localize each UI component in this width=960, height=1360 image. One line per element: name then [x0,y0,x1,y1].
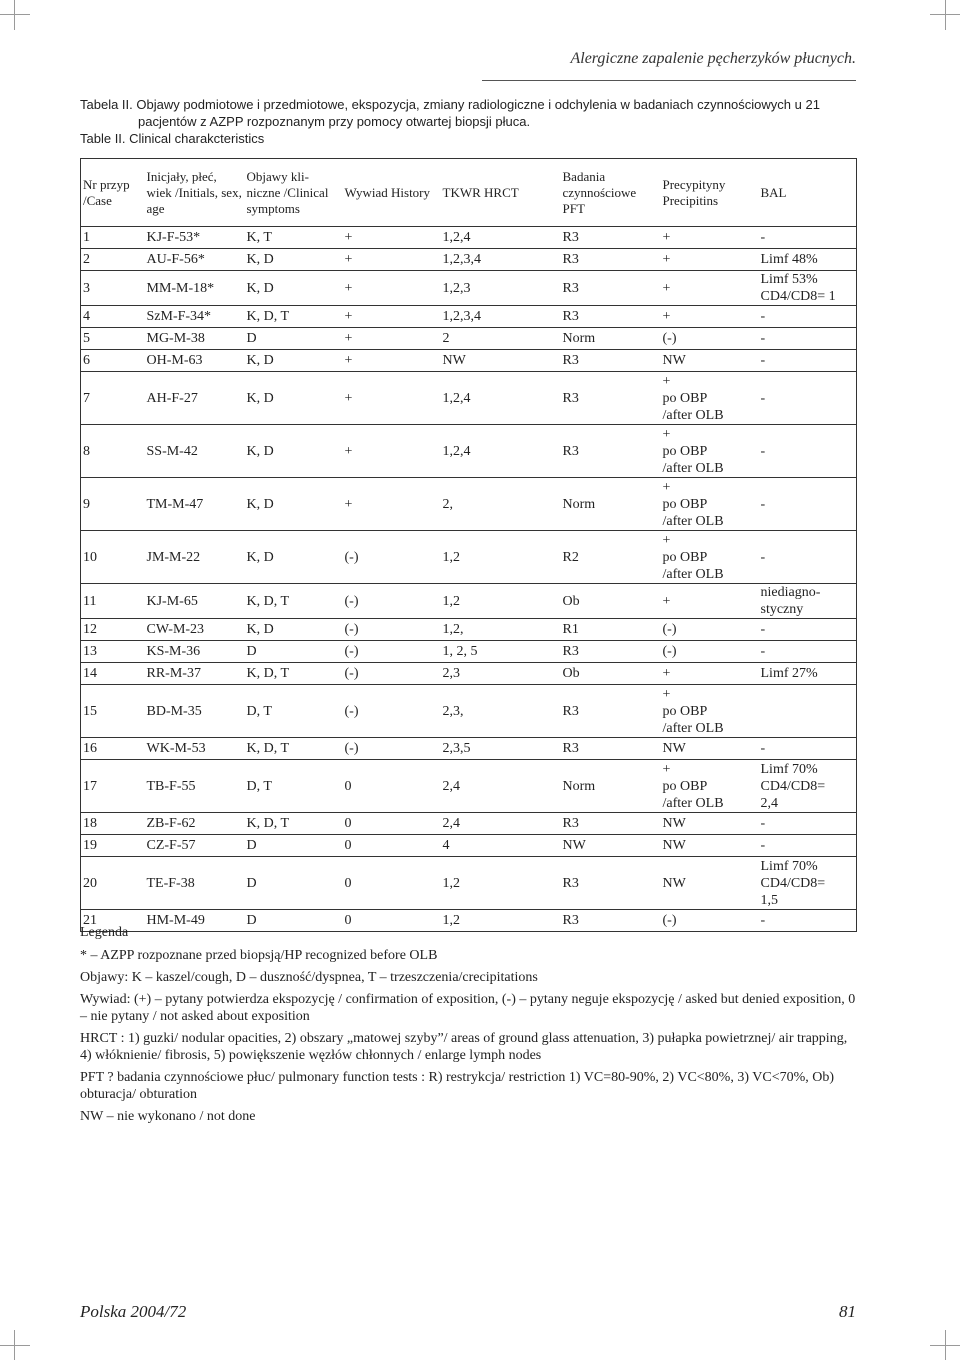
cell-hrct: 2, [442,496,453,512]
cell-case: 3 [83,280,90,296]
cell-history: 0 [344,913,352,928]
cell-initials: MG-M-38 [146,331,205,346]
cell-initials: CZ-F-57 [146,838,196,853]
cell-history: + [344,331,353,346]
cell-bal: Limf 70% CD4/CD8= 1,5 [760,858,826,908]
cell-hrct: 1,2,3 [442,280,471,296]
cell-bal: niediagno- styczny [760,585,821,617]
cell-bal: - [760,622,766,637]
header-rule [482,80,856,81]
cell-precipitins: NW [662,875,686,891]
cell-case: 17 [83,778,97,794]
cell-pft: Ob [562,666,580,681]
cell-case: 11 [83,593,97,609]
cell-hrct: NW [442,353,466,368]
cell-symptoms: D [246,331,257,346]
cell-history: 0 [344,875,352,891]
cell-case: 20 [83,875,97,891]
header-symptoms: Objawy kli-niczne /Clinical symptoms [246,168,329,216]
cell-symptoms: K, D, T [246,593,290,609]
cell-initials: CW-M-23 [146,622,205,637]
crop-mark [945,1330,946,1360]
cell-symptoms: K, D [246,252,274,267]
cell-symptoms: K, D [246,443,274,459]
cell-hrct: 1,2,4 [442,390,471,406]
cell-initials: WK-M-53 [146,741,206,756]
crop-mark [14,1330,15,1360]
cell-pft: R3 [562,644,579,659]
table-row [81,328,857,350]
cell-bal [759,685,857,738]
running-header: Alergiczne zapalenie pęcherzyków płucnych. [570,50,856,67]
cell-bal: - [760,353,766,368]
header-hrct: TKWR HRCT [442,184,519,200]
cell-history: + [344,252,353,267]
footer-journal: Polska 2004/72 [80,1302,187,1321]
legend-item: NW – nie wykonano / not done [80,1109,256,1124]
cell-bal: Limf 53% CD4/CD8= 1 [760,272,836,304]
cell-initials: AH-F-27 [146,390,198,406]
table-row [81,813,857,835]
cell-history: (-) [344,666,359,681]
cell-symptoms: K, D [246,353,274,368]
legend-item: Wywiad: (+) – pytany potwierdza ekspozycję / confirmation of exposition, (-) – pytany neguje ekspozycję / asked but denied exposition, 0 – nie pytany / not asked about exposition [80,992,856,1024]
cell-history: + [344,309,353,324]
table-row [81,531,857,584]
cell-pft: Norm [562,778,596,794]
caption-english: Table II. Clinical charakcteristics [80,131,265,146]
cell-precipitins: + [662,309,671,324]
cell-initials: JM-M-22 [146,549,201,565]
cell-pft: NW [562,838,586,853]
cell-pft: R3 [562,816,579,831]
cell-symptoms: D [246,875,257,891]
cell-hrct: 1,2 [442,593,460,609]
cell-hrct: 2,3 [442,666,460,681]
cell-initials: KJ-M-65 [146,593,198,609]
cell-bal: - [760,496,766,512]
cell-initials: KJ-F-53* [146,230,201,245]
cell-precipitins: (-) [662,913,677,928]
cell-initials: OH-M-63 [146,353,203,368]
cell-symptoms: K, D, T [246,816,290,831]
table-row [81,350,857,372]
table-row [81,425,857,478]
cell-hrct: 2,3, [442,703,464,719]
legend-item: * – AZPP rozpoznane przed biopsją/HP recognized before OLB [80,948,438,963]
cell-hrct: 2,4 [442,778,460,794]
cell-precipitins: + [662,252,671,267]
cell-case: 12 [83,622,97,637]
cell-precipitins: + [662,280,671,296]
cell-precipitins: + [662,666,671,681]
cell-pft: Ob [562,593,580,609]
cell-symptoms: K, D [246,622,274,637]
header-case: Nr przyp /Case [83,176,130,208]
cell-pft: R3 [562,703,579,719]
cell-symptoms: K, D [246,496,274,512]
header-initials: Inicjały, płeć, wiek /Initials, sex, age [146,168,242,216]
crop-mark [14,0,15,30]
cell-pft: R3 [562,913,579,928]
cell-precipitins: NW [662,741,686,756]
cell-bal: - [760,549,766,565]
cell-case: 2 [83,252,90,267]
cell-pft: R3 [562,443,579,459]
cell-case: 1 [83,230,90,245]
cell-case: 16 [83,741,97,756]
cell-hrct: 1,2 [442,549,460,565]
cell-pft: R3 [562,353,579,368]
cell-symptoms: K, D [246,549,274,565]
cell-initials: KS-M-36 [146,644,201,659]
header-history: Wywiad History [344,184,431,200]
cell-precipitins: + po OBP /after OLB [662,686,724,736]
cell-symptoms: K, D [246,390,274,406]
cell-history: + [344,443,353,459]
cell-hrct: 1, 2, 5 [442,644,478,659]
table-row [81,760,857,813]
cell-initials: TM-M-47 [146,496,204,512]
cell-precipitins: NW [662,353,686,368]
cell-bal: - [760,816,766,831]
table-row [81,227,857,249]
cell-symptoms: K, D [246,280,274,296]
cell-precipitins: NW [662,816,686,831]
table-row [81,663,857,685]
legend-item: PFT ? badania czynnościowe płuc/ pulmonary function tests : R) restrykcja/ restriction 1) VC=80-90%, 2) VC<80%, 3) VC<70%, Ob) obturacja/ obturation [80,1070,835,1102]
cell-case: 4 [83,309,90,324]
cell-initials: MM-M-18* [146,280,215,296]
cell-pft: R3 [562,309,579,324]
cell-history: 0 [344,778,352,794]
cell-pft: R3 [562,230,579,245]
cell-initials: BD-M-35 [146,703,202,719]
cell-precipitins: + [662,593,671,609]
cell-precipitins: + po OBP /after OLB [662,761,724,811]
cell-precipitins: (-) [662,331,677,346]
clinical-table [80,158,856,928]
cell-history: (-) [344,703,359,719]
cell-pft: R3 [562,280,579,296]
cell-bal: - [760,443,766,459]
table-row [81,619,857,641]
cell-hrct: 1,2,4 [442,443,471,459]
caption-polish: Tabela II. Objawy podmiotowe i przedmiotowe, ekspozycja, zmiany radiologiczne i odchylenia w badaniach czynnościowych u 21 pacjentów z AZPP rozpoznanym przy pomocy otwartej biopsji płuca. [80,97,820,129]
cell-symptoms: K, T [246,230,272,245]
cell-pft: R3 [562,875,579,891]
table-header-row [81,159,857,227]
table-row [81,835,857,857]
legend-item: HRCT : 1) guzki/ nodular opacities, 2) obszary „matowej szyby”/ areas of ground glass attenuation, 3) pułapka powietrznej/ air trapping, 4) włóknienie/ fibrosis, 5) powiększenie węzłów chłonnych / enlarge lymph nodes [80,1031,848,1063]
legend-item: Objawy: K – kaszel/cough, D – duszność/dyspnea, T – trzeszczenia/crecipitations [80,970,538,985]
cell-precipitins: + po OBP /after OLB [662,479,724,529]
cell-history: + [344,230,353,245]
cell-symptoms: D [246,838,257,853]
cell-precipitins: NW [662,838,686,853]
cell-bal: - [760,309,766,324]
cell-pft: R3 [562,252,579,267]
crop-mark [945,0,946,30]
cell-case: 8 [83,443,90,459]
cell-bal: Limf 70% CD4/CD8= 2,4 [760,761,826,811]
cell-hrct: 1,2, [442,622,464,637]
cell-bal: - [760,741,766,756]
cell-pft: Norm [562,496,596,512]
cell-bal: - [760,838,766,853]
cell-case: 21 [83,913,97,928]
page-number: 81 [839,1302,856,1321]
cell-hrct: 1,2,4 [442,230,471,245]
crop-mark [0,14,30,15]
cell-history: + [344,390,353,406]
cell-hrct: 2 [442,331,450,346]
cell-case: 9 [83,496,90,512]
cell-symptoms: D, T [246,703,272,719]
cell-symptoms: D, T [246,778,272,794]
cell-history: (-) [344,549,359,565]
cell-case: 15 [83,703,97,719]
cell-hrct: 1,2 [442,875,460,891]
cell-bal: Limf 48% [760,252,818,267]
cell-symptoms: K, D, T [246,741,290,756]
cell-hrct: 2,4 [442,816,460,831]
cell-history: (-) [344,593,359,609]
table-row [81,641,857,663]
cell-symptoms: K, D, T [246,309,290,324]
cell-bal: Limf 27% [760,666,818,681]
cell-initials: SzM-F-34* [146,309,212,324]
cell-hrct: 1,2 [442,913,460,928]
cell-initials: TB-F-55 [146,778,196,794]
table-row [81,685,857,738]
cell-history: (-) [344,644,359,659]
table-caption [80,96,870,147]
cell-pft: Norm [562,331,596,346]
cell-bal: - [760,913,766,928]
cell-case: 18 [83,816,97,831]
table-row [81,271,857,306]
cell-history: (-) [344,622,359,637]
cell-initials: HM-M-49 [146,913,205,928]
cell-precipitins: + po OBP /after OLB [662,532,724,582]
cell-hrct: 2,3,5 [442,741,471,756]
header-bal: BAL [760,184,787,200]
legend-title: Legenda [80,925,129,940]
cell-history: 0 [344,838,352,853]
cell-case: 14 [83,666,97,681]
table-row [81,478,857,531]
cell-history: + [344,496,353,512]
cell-hrct: 4 [442,838,450,853]
cell-hrct: 1,2,3,4 [442,252,481,267]
cell-precipitins: (-) [662,622,677,637]
cell-case: 10 [83,549,97,565]
cell-case: 13 [83,644,97,659]
legend [80,924,860,1130]
cell-bal: - [760,390,766,406]
cell-symptoms: K, D, T [246,666,290,681]
cell-bal: - [760,230,766,245]
cell-symptoms: D [246,644,257,659]
cell-precipitins: (-) [662,644,677,659]
table-row [81,738,857,760]
cell-initials: SS-M-42 [146,443,198,459]
cell-initials: ZB-F-62 [146,816,196,831]
cell-pft: R2 [562,549,579,565]
table-row [81,584,857,619]
header-pft: Badania czynnościowe PFT [562,168,637,216]
cell-precipitins: + po OBP /after OLB [662,373,724,423]
cell-precipitins: + [662,230,671,245]
cell-initials: AU-F-56* [146,252,205,267]
cell-history: (-) [344,741,359,756]
cell-case: 19 [83,838,97,853]
cell-bal: - [760,331,766,346]
header-precipitins: Precypityny Precipitins [662,176,726,208]
cell-precipitins: + po OBP /after OLB [662,426,724,476]
cell-hrct: 1,2,3,4 [442,309,481,324]
table-row [81,857,857,910]
cell-history: + [344,280,353,296]
table-row [81,249,857,271]
cell-history: + [344,353,353,368]
cell-pft: R3 [562,390,579,406]
cell-history: 0 [344,816,352,831]
cell-initials: RR-M-37 [146,666,201,681]
cell-pft: R3 [562,741,579,756]
cell-case: 6 [83,353,90,368]
table-row [81,306,857,328]
cell-bal: - [760,644,766,659]
cell-symptoms: D [246,913,257,928]
cell-case: 5 [83,331,90,346]
cell-initials: TE-F-38 [146,875,195,891]
cell-pft: R1 [562,622,579,637]
cell-case: 7 [83,390,90,406]
crop-mark [0,1345,30,1346]
table-row [81,372,857,425]
